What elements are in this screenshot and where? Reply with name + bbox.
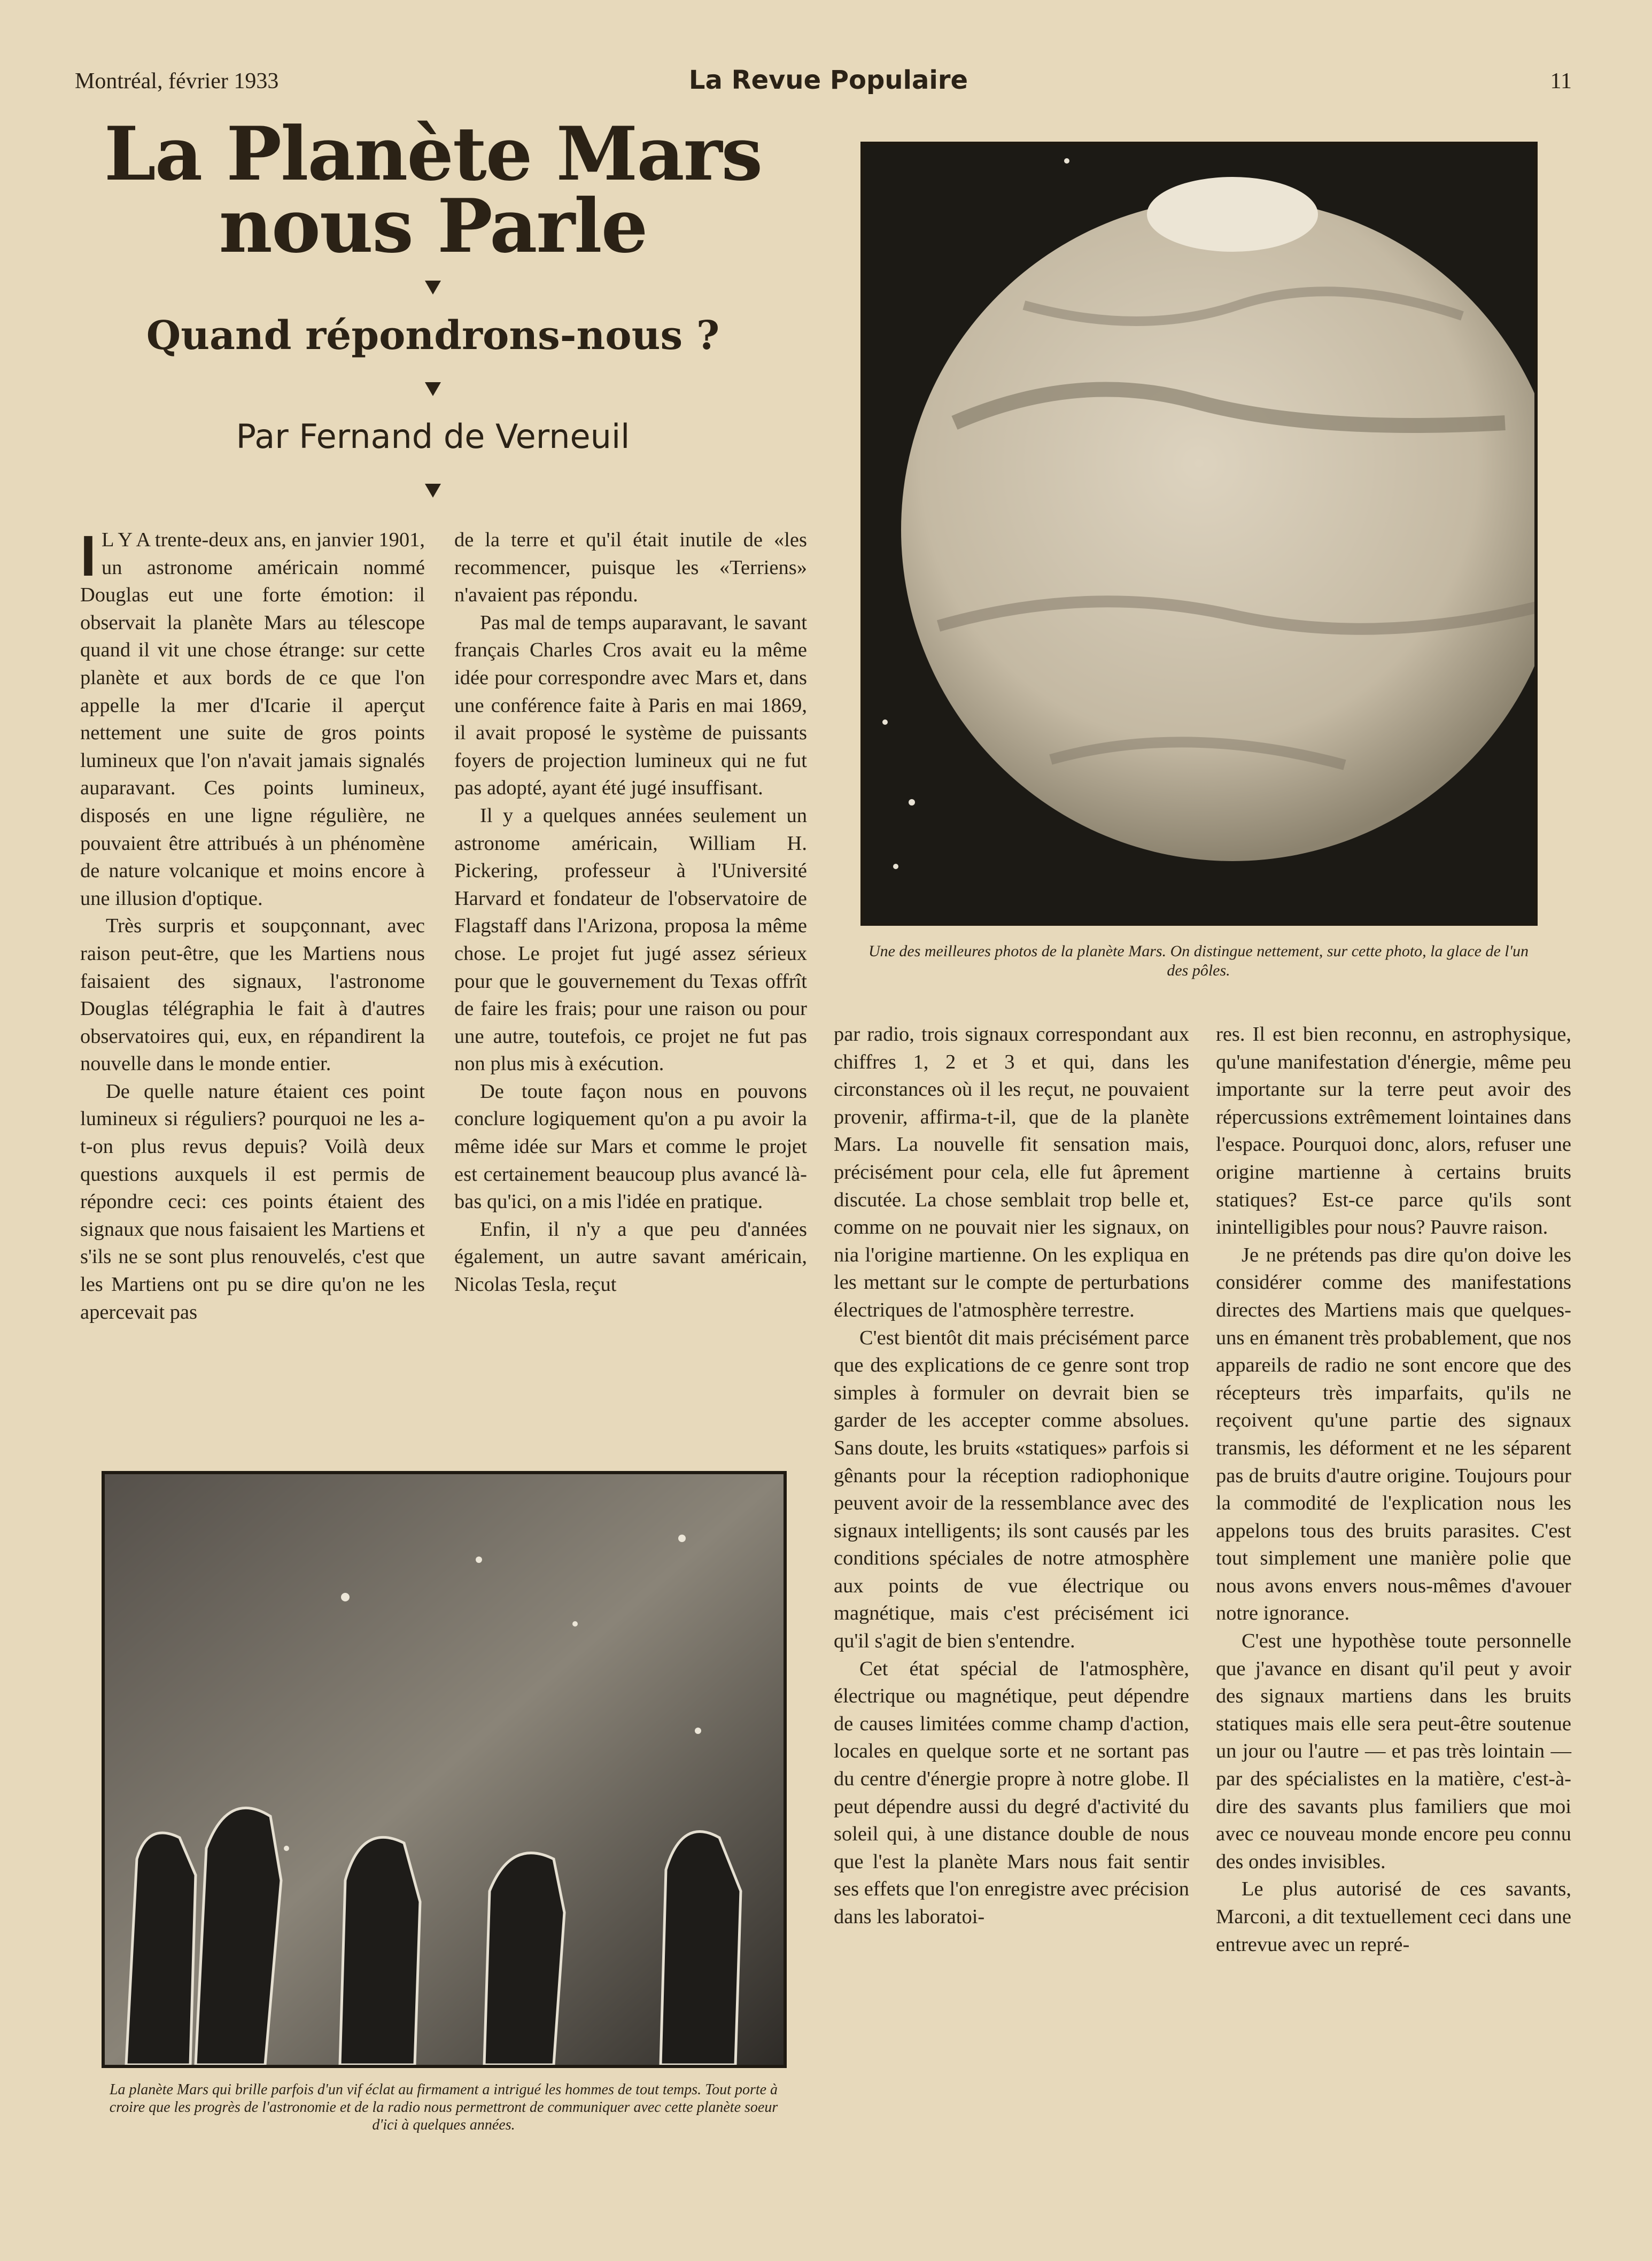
triangle-ornament (425, 281, 441, 295)
paragraph: de la terre et qu'il était inutile de «les recommencer, puisque les «Terriens» n'avaient pas répondu. (454, 529, 807, 607)
paragraph: Très surpris et soupçonnant, avec raison peut-être, que les Martiens nous faisaient des signaux, l'astronome Douglas télégraphia le fait à d'autres observatoires qui, eux, en répandirent la nouvelle dans le monde entier. (80, 915, 425, 1075)
drop-cap: I (80, 523, 97, 588)
paragraph: I L Y A trente-deux ans, en janvier 1901, un astronome américain nommé Douglas eut une forte émotion: il observait la planète Mars au télescope quand il vit une chose étrange: sur cette planète et aux bords de ce que l'on appelle la mer d'Icarie il aperçut nettement une suite de gros points lumineux que l'on n'avait jamais signalés auparavant. Ces points lumineux, disposés en une ligne régulière, ne pouvaient être attribués à un phénomène de nature volcanique et moins encore à une illusion d'optique. (80, 523, 425, 910)
text-column-4 (1216, 1021, 1571, 1958)
title-line-1: La Planète Mars (104, 110, 762, 197)
text-column-2 (454, 526, 807, 1299)
article-title (64, 110, 802, 269)
text-column-1 (80, 523, 425, 1326)
masthead: La Revue Populaire (688, 65, 968, 95)
paragraph: De quelle nature étaient ces point lumineux si réguliers? pourquoi ne les a-t-on plus revus depuis? Voilà deux questions auxquels il est permis de répondre ceci: ces points étaient des signaux que nous faisaient les Martiens et s'ils ne se sont plus renouvelés, c'est que les Martiens ont pu se dire qu'on ne les apercevait pas (80, 1080, 425, 1323)
triangle-ornament (425, 484, 441, 498)
mars-caption: Une des meilleures photos de la planète Mars. On distingue nettement, sur cette photo, la glace de l'un des pôles. (868, 942, 1529, 979)
paragraph: Je ne prétends pas dire qu'on doive les considérer comme des manifestations directes des Martiens mais que quelques-uns en émanent très probablement, que nos appareils de radio ne sont encore que des récepteurs très imparfaits, qu'ils ne reçoivent qu'une partie des signaux transmis, les déforment et ne les séparent pas de bruits d'autre origine. Toujours pour la commodité de l'explication nous les appelons tous des bruits parasites. C'est tout simplement une manière polie que nous avons envers nous-mêmes d'avouer notre ignorance. (1216, 1243, 1571, 1625)
stargazers-image (105, 1474, 784, 2065)
paragraph: C'est une hypothèse toute personnelle que j'avance en disant qu'il peut y avoir des signaux martiens dans les bruits statiques mais elle sera peut-être soutenue un jour ou l'autre — et pas très lointain — par des spécialistes en la matière, c'est-à-dire des savants plus familiers que moi avec ce nouveau monde encore peu connu des ondes invisibles. (1216, 1630, 1571, 1873)
paragraph: Le plus autorisé de ces savants, Marconi, a dit textuellement ceci dans une entrevue avec un repré- (1216, 1878, 1571, 1956)
paragraph: Enfin, il n'y a que peu d'années également, un autre savant américain, Nicolas Tesla, reçut (454, 1218, 807, 1296)
stargazers-caption: La planète Mars qui brille parfois d'un vif éclat au firmament a intrigué les hommes de tout temps. Tout porte à croire que les progrès de l'astronomie et de la radio nous permettront de communiquer avec cette planète soeur d'ici à quelques années. (109, 2081, 778, 2133)
paragraph: res. Il est bien reconnu, en astrophysique, qu'une manifestation d'énergie, même peu importante sur la terre peut avoir des répercussions extrêmement lointaines dans l'espace. Pourquoi donc, alors, refuser une origine martienne à certains bruits statiques? Est-ce parce qu'ils sont inintelligibles pour nous? Pauvre raison. (1216, 1023, 1571, 1239)
paragraph: Il y a quelques années seulement un astronome américain, William H. Pickering, professeur à l'Université Harvard et fondateur de l'observatoire de Flagstaff dans l'Arizona, proposa la même chose. Le projet fut jugé assez sérieux pour que le gouvernement du Texas offrît de faire les frais; pour une raison ou pour une autre, toutefois, ce projet ne fut pas non plus mis à exécution. (454, 804, 807, 1075)
paragraph: De toute façon nous en pouvons conclure logiquement qu'on a pu avoir la même idée sur Mars et comme le projet est certainement beaucoup plus avancé là-bas qu'ici, on a mis l'idée en pratique. (454, 1080, 807, 1213)
stargazers-photo (102, 1471, 787, 2068)
paragraph: Cet état spécial de l'atmosphère, électrique ou magnétique, peut dépendre de causes limitées comme champ d'action, locales en quelque sorte et ne sortant pas du centre d'énergie propre à notre globe. Il peut dépendre aussi du degré d'activité du soleil qui, à une distance double de nous que l'est la planète Mars nous fait sentir ses effets que l'on enregistre avec précision dans les laboratoi- (834, 1657, 1189, 1928)
page-number: 11 (1550, 69, 1572, 94)
paragraph: C'est bientôt dit mais précisément parce que des explications de ce genre sont trop simples à formuler on devrait bien se garder de les accepter comme absolues. Sans doute, les bruits «statiques» parfois si gênants pour la réception radiophonique peuvent avoir de la ressemblance avec des signaux intelligents; ils sont causés par les conditions spéciales de notre atmosphère aux points de vue électrique ou magnétique, mais c'est précisément ici qu'il s'agit de bien s'entendre. (834, 1326, 1189, 1653)
mars-photo (860, 142, 1538, 926)
title-line-2: nous Parle (219, 182, 647, 269)
mars-planet-image (864, 145, 1534, 923)
byline: Par Fernand de Verneuil (236, 417, 630, 456)
paragraph: par radio, trois signaux correspondant aux chiffres 1, 2 et 3 et qui, dans les circonstances où il les reçut, ne pouvaient provenir, affirma-t-il, que de la planète Mars. La nouvelle fit sensation mais, précisément pour cela, elle fut âprement discutée. La chose semblait trop belle et, comme on ne pouvait nier les signaux, on nia l'origine martienne. On les expliqua en les mettant sur le compte de perturbations électriques de l'atmosphère terrestre. (834, 1023, 1189, 1321)
triangle-ornament (425, 382, 441, 396)
issue-date: Montréal, février 1933 (75, 69, 279, 94)
article-subtitle: Quand répondrons-nous ? (146, 313, 720, 359)
text-column-3 (834, 1021, 1189, 1931)
paragraph: Pas mal de temps auparavant, le savant français Charles Cros avait eu la même idée pour correspondre avec Mars et, dans une conférence faite à Paris en mai 1869, il avait proposé le système de puissants foyers de projection lumineux qui ne fut pas adopté, ayant été jugé insuffisant. (454, 611, 807, 800)
